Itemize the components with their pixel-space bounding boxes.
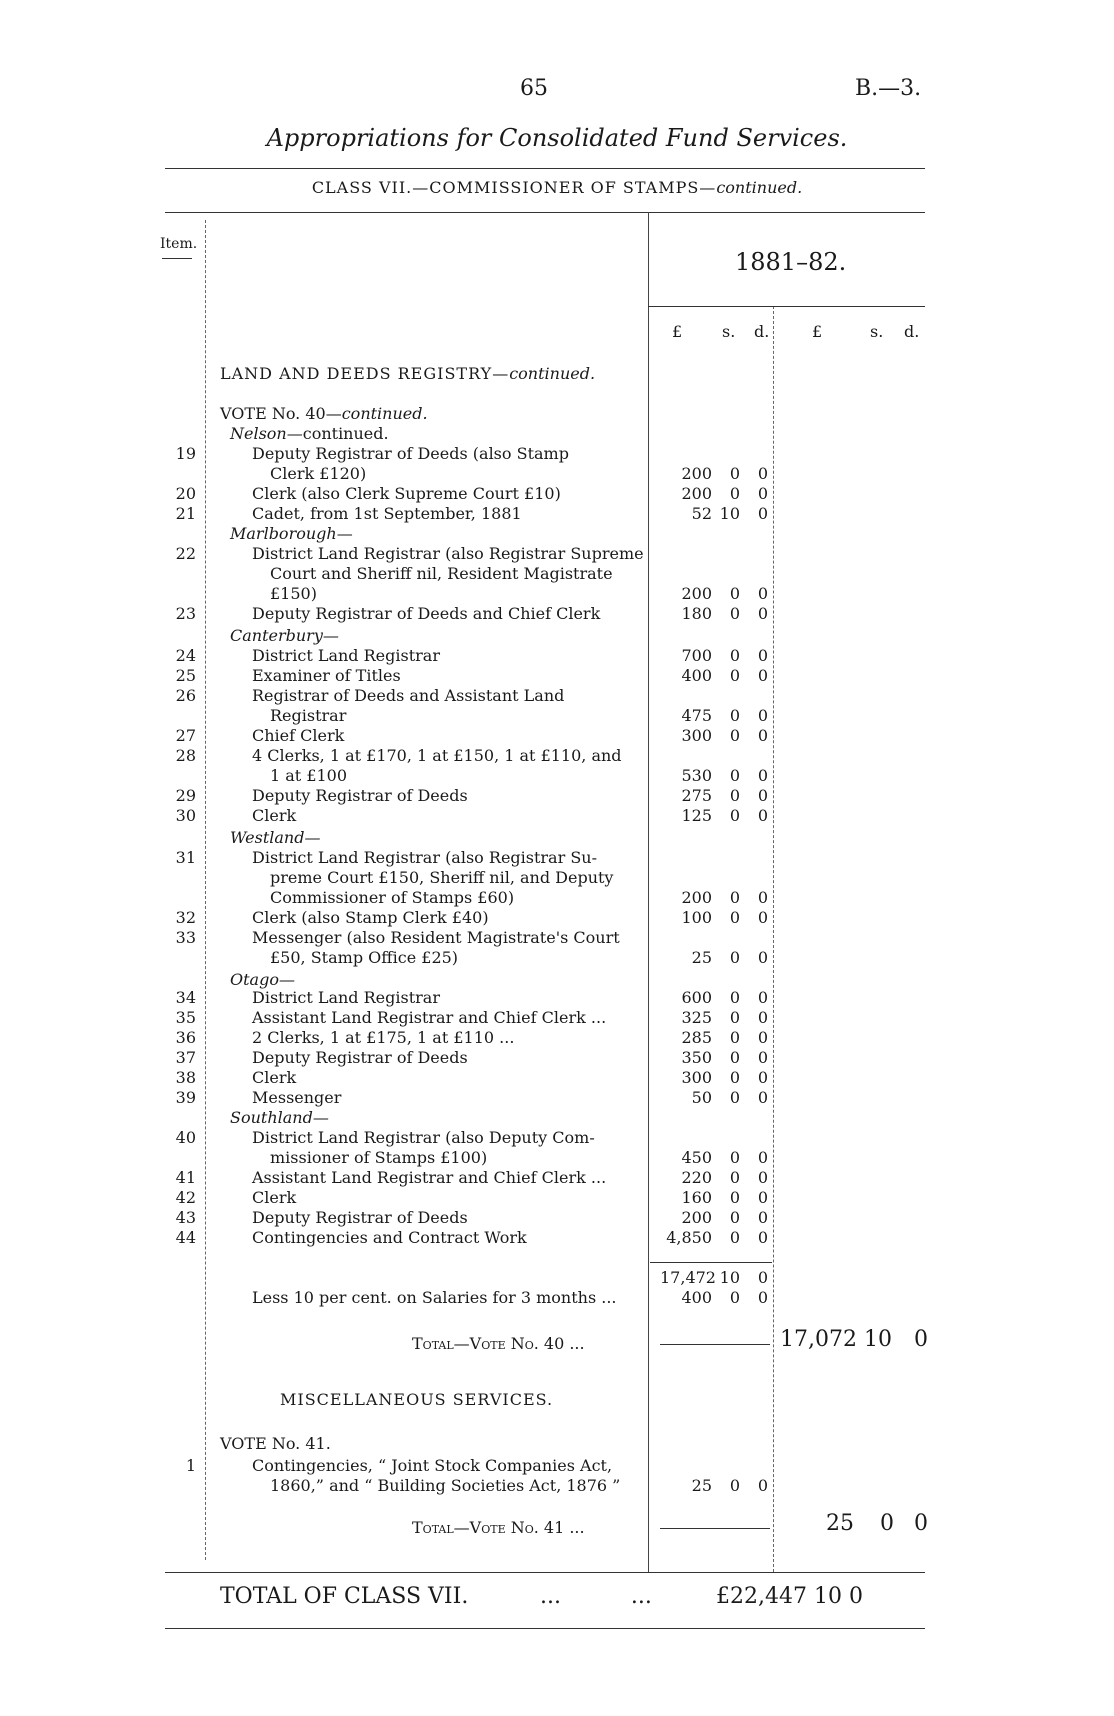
year-divider (648, 306, 925, 307)
item-description: Court and Sheriff nil, Resident Magistrate (270, 564, 613, 583)
amount-pounds: 350 (681, 1048, 712, 1067)
amount-pounds: 25 (691, 948, 712, 967)
amount-pence: 0 (757, 464, 768, 483)
amount-pounds: 220 (681, 1168, 712, 1187)
item-underline (162, 258, 192, 259)
region-marlborough: Marlborough— (230, 524, 353, 543)
amount-pounds: 52 (691, 504, 712, 523)
amount-shillings: 0 (729, 484, 740, 503)
item-number: 41 (175, 1168, 196, 1187)
amount-shillings: 0 (729, 1208, 740, 1227)
item-description: Messenger (also Resident Magistrate's Court (252, 928, 620, 947)
divider (165, 212, 925, 213)
amount-pounds: 200 (681, 484, 712, 503)
item-description: District Land Registrar (also Registrar Supreme (252, 544, 644, 563)
amount-pence: 0 (757, 766, 768, 785)
document-reference: B.—3. (855, 76, 922, 101)
amount-pence: 0 (757, 584, 768, 603)
item-description: Deputy Registrar of Deeds and Chief Clerk (252, 604, 601, 623)
item-description: Commissioner of Stamps £60) (270, 888, 515, 907)
amount-pounds: 200 (681, 584, 712, 603)
item-number: 26 (175, 686, 196, 705)
item-description: Registrar (270, 706, 347, 725)
item-description: Cadet, from 1st September, 1881 (252, 504, 522, 523)
region-otago: Otago— (230, 970, 295, 989)
amount-pence: 0 (757, 1148, 768, 1167)
amount-pounds: 4,850 (666, 1228, 712, 1247)
shilling-header: s. (722, 322, 736, 341)
amount-pence: 0 (757, 806, 768, 825)
amount-pence: 0 (757, 706, 768, 725)
class-title: CLASS VII.—COMMISSIONER OF STAMPS—continued. (311, 178, 803, 197)
total-pound-header: £ (812, 322, 823, 341)
amount-pounds: 200 (681, 464, 712, 483)
amount-pence: 0 (757, 1168, 768, 1187)
amount-shillings: 0 (729, 806, 740, 825)
divider (165, 1572, 925, 1573)
amount-pounds: 530 (681, 766, 712, 785)
item-description: District Land Registrar (252, 646, 440, 665)
item-number: 22 (175, 544, 196, 563)
divider (165, 168, 925, 169)
amount-pounds: 400 (681, 666, 712, 685)
amount-pence: 0 (757, 1028, 768, 1047)
misc-title: MISCELLANEOUS SERVICES. (280, 1390, 554, 1409)
item-description: Deputy Registrar of Deeds (252, 1208, 468, 1227)
amount-shillings: 0 (729, 726, 740, 745)
item-number: 43 (175, 1208, 196, 1227)
item-description: Deputy Registrar of Deeds (also Stamp (252, 444, 569, 463)
amount-shillings: 0 (729, 888, 740, 907)
amount-pence: 0 (757, 786, 768, 805)
amount-pence: 0 (757, 604, 768, 623)
region-southland: Southland— (230, 1108, 329, 1127)
amount-pounds: 275 (681, 786, 712, 805)
item-description: Clerk £120) (270, 464, 367, 483)
amount-pounds: 125 (681, 806, 712, 825)
region-nelson: Nelson—continued. (230, 424, 389, 443)
amount-shillings: 0 (729, 1188, 740, 1207)
subtotal-rule (650, 1262, 772, 1263)
amount-pence: 0 (757, 484, 768, 503)
amount-pounds: 300 (681, 1068, 712, 1087)
item-number: 28 (175, 746, 196, 765)
amount-pounds: 700 (681, 646, 712, 665)
pound-header: £ (672, 322, 683, 341)
item-description: District Land Registrar (also Deputy Com- (252, 1128, 595, 1147)
item-number: 35 (175, 1008, 196, 1027)
item-description: Contingencies and Contract Work (252, 1228, 527, 1247)
amount-pence: 0 (757, 988, 768, 1007)
item-number: 33 (175, 928, 196, 947)
item-number: 44 (175, 1228, 196, 1247)
amount-pounds: 50 (691, 1088, 712, 1107)
amount-pounds: 285 (681, 1028, 712, 1047)
amount-pounds: 325 (681, 1008, 712, 1027)
amount-pounds: 475 (681, 706, 712, 725)
item-description: Deputy Registrar of Deeds (252, 786, 468, 805)
item-description: Clerk (252, 806, 297, 825)
item-description: Assistant Land Registrar and Chief Clerk ... (252, 1168, 607, 1187)
item-number: 37 (175, 1048, 196, 1067)
total-shilling-header: s. (870, 322, 884, 341)
vote-41-label: VOTE No. 41. (220, 1434, 331, 1453)
item-column-header: Item. (160, 236, 198, 252)
amount-shillings: 0 (729, 464, 740, 483)
grand-total-label: TOTAL OF CLASS VII. (220, 1584, 469, 1609)
item-description: District Land Registrar (also Registrar Su- (252, 848, 597, 867)
amount-shillings: 0 (729, 666, 740, 685)
total-dash (660, 1344, 770, 1345)
amount-pence: 0 (757, 646, 768, 665)
amount-pence: 0 (757, 666, 768, 685)
item-description: 2 Clerks, 1 at £175, 1 at £110 ... (252, 1028, 515, 1047)
amount-pounds: 600 (681, 988, 712, 1007)
amount-shillings: 0 (729, 1228, 740, 1247)
amount-column-rule (648, 212, 649, 1572)
amount-pence: 0 (757, 1008, 768, 1027)
region-westland: Westland— (230, 828, 321, 847)
amount-pence: 0 (757, 908, 768, 927)
amount-pounds: 180 (681, 604, 712, 623)
item-column-rule (205, 220, 206, 1560)
item-description: Messenger (252, 1088, 342, 1107)
amount-pence: 0 (757, 1228, 768, 1247)
amount-shillings: 0 (729, 1148, 740, 1167)
amount-pence: 0 (757, 1188, 768, 1207)
amount-shillings: 0 (729, 786, 740, 805)
item-description: Clerk (also Clerk Supreme Court £10) (252, 484, 561, 503)
item-number: 32 (175, 908, 196, 927)
item-number: 25 (175, 666, 196, 685)
item-number: 36 (175, 1028, 196, 1047)
total-dash (660, 1528, 770, 1529)
amount-pence: 0 (757, 504, 768, 523)
item-description: £150) (270, 584, 317, 603)
region-canterbury: Canterbury— (230, 626, 339, 645)
item-number: 42 (175, 1188, 196, 1207)
item-description: District Land Registrar (252, 988, 440, 1007)
item-description: missioner of Stamps £100) (270, 1148, 488, 1167)
amount-shillings: 0 (729, 646, 740, 665)
amount-pence: 0 (757, 1048, 768, 1067)
item-number: 27 (175, 726, 196, 745)
amount-pence: 0 (757, 888, 768, 907)
amount-pounds: 160 (681, 1188, 712, 1207)
amount-shillings: 0 (729, 908, 740, 927)
divider (165, 1628, 925, 1629)
vote-label: VOTE No. 40—continued. (220, 404, 428, 423)
amount-pence: 0 (757, 726, 768, 745)
item-description: Clerk (252, 1068, 297, 1087)
amount-shillings: 0 (729, 1068, 740, 1087)
page-title: Appropriations for Consolidated Fund Services. (266, 124, 848, 152)
item-description: Examiner of Titles (252, 666, 401, 685)
item-number: 29 (175, 786, 196, 805)
item-number: 24 (175, 646, 196, 665)
item-description: 1 at £100 (270, 766, 348, 785)
item-number: 38 (175, 1068, 196, 1087)
pence-header: d. (754, 322, 770, 341)
total-column-rule (773, 306, 774, 1572)
amount-shillings: 0 (729, 1088, 740, 1107)
item-description: £50, Stamp Office £25) (270, 948, 459, 967)
amount-shillings: 0 (729, 584, 740, 603)
item-number: 20 (175, 484, 196, 503)
item-description: Clerk (252, 1188, 297, 1207)
amount-pence: 0 (757, 948, 768, 967)
grand-total-leader: ... ... (540, 1584, 652, 1609)
item-number: 34 (175, 988, 196, 1007)
amount-shillings: 0 (729, 1028, 740, 1047)
item-number: 23 (175, 604, 196, 623)
item-description: Assistant Land Registrar and Chief Clerk ... (252, 1008, 607, 1027)
total-pence-header: d. (904, 322, 920, 341)
item-description: Clerk (also Stamp Clerk £40) (252, 908, 489, 927)
amount-shillings: 0 (729, 948, 740, 967)
item-number: 39 (175, 1088, 196, 1107)
amount-pence: 0 (757, 1208, 768, 1227)
amount-pounds: 100 (681, 908, 712, 927)
amount-shillings: 10 (719, 504, 740, 523)
amount-pounds: 200 (681, 1208, 712, 1227)
item-description: Chief Clerk (252, 726, 345, 745)
amount-pence: 0 (757, 1088, 768, 1107)
amount-pounds: 200 (681, 888, 712, 907)
amount-pence: 0 (757, 1068, 768, 1087)
item-description: preme Court £150, Sheriff nil, and Deputy (270, 868, 614, 887)
amount-shillings: 0 (729, 766, 740, 785)
section-title: LAND AND DEEDS REGISTRY—continued. (220, 364, 596, 383)
amount-shillings: 0 (729, 988, 740, 1007)
item-description: 4 Clerks, 1 at £170, 1 at £150, 1 at £110, and (252, 746, 622, 765)
grand-total-amount: £22,447 10 0 (716, 1584, 863, 1609)
amount-pounds: 450 (681, 1148, 712, 1167)
item-number: 40 (175, 1128, 196, 1147)
item-number: 31 (175, 848, 196, 867)
amount-shillings: 0 (729, 1048, 740, 1067)
amount-shillings: 0 (729, 706, 740, 725)
item-number: 21 (175, 504, 196, 523)
amount-shillings: 0 (729, 1008, 740, 1027)
year-header: 1881–82. (735, 248, 847, 276)
item-description: Registrar of Deeds and Assistant Land (252, 686, 565, 705)
item-number: 19 (175, 444, 196, 463)
amount-shillings: 0 (729, 1168, 740, 1187)
amount-shillings: 0 (729, 604, 740, 623)
item-number: 30 (175, 806, 196, 825)
amount-pounds: 300 (681, 726, 712, 745)
page-number: 65 (520, 76, 548, 101)
item-description: Deputy Registrar of Deeds (252, 1048, 468, 1067)
